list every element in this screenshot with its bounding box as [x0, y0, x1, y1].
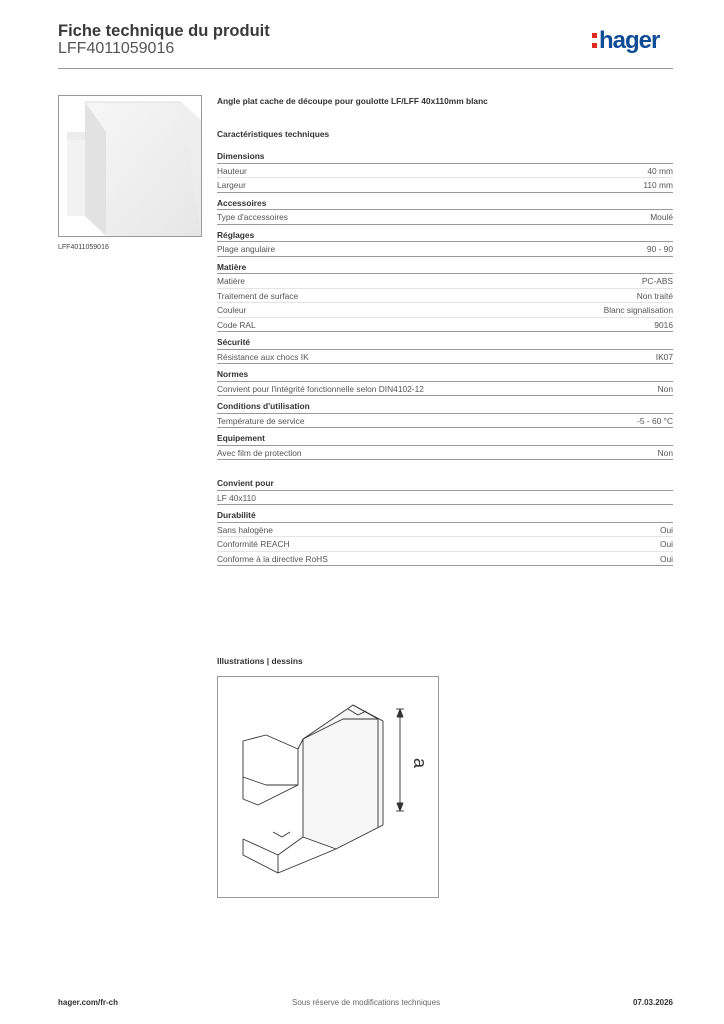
header-divider	[58, 68, 673, 69]
product-name: Angle plat cache de découpe pour goulotte LF/LFF 40x110mm blanc	[217, 96, 488, 106]
spec-label: Sans halogène	[217, 524, 273, 535]
spec-label: Traitement de surface	[217, 290, 299, 301]
spec-value: Non	[657, 383, 673, 394]
spec-section	[217, 431, 673, 460]
spec-row	[217, 318, 673, 333]
spec-value: -5 - 60 °C	[637, 415, 673, 426]
spec-label: Plage angulaire	[217, 244, 276, 254]
spec-label: Hauteur	[217, 165, 247, 176]
spec-label: Largeur	[217, 180, 246, 190]
spec-row	[217, 552, 673, 567]
spec-label: Code RAL	[217, 319, 256, 330]
spec-label: Conforme à la directive RoHS	[217, 553, 328, 564]
spec-row	[217, 164, 673, 179]
spec-row	[217, 274, 673, 289]
section-title: Matière	[217, 260, 673, 275]
illustrations-heading: Illustrations | dessins	[217, 656, 303, 666]
spec-value: Oui	[659, 539, 673, 549]
footer-disclaimer: Sous réserve de modifications techniques	[292, 998, 441, 1007]
spec-label: Matière	[217, 276, 245, 286]
spec-value: Non traité	[636, 290, 673, 301]
spec-value: 9016	[654, 319, 673, 330]
thumbnail-caption: LFF4011059016	[58, 244, 109, 251]
dimension-label: a	[410, 757, 430, 769]
section-title: Dimensions	[217, 149, 673, 164]
spec-section	[217, 476, 673, 505]
spec-label: Avec film de protection	[217, 447, 302, 458]
spec-section	[217, 228, 673, 257]
page-title: Fiche technique du produit	[58, 22, 270, 40]
spec-row	[217, 210, 673, 225]
spec-value: Moulé	[650, 212, 673, 222]
product-details	[217, 96, 673, 569]
spec-value: 90 - 90	[646, 244, 673, 254]
spec-row	[217, 537, 673, 552]
spec-value: 110 mm	[643, 180, 673, 190]
spec-section	[217, 508, 673, 566]
section-title: Réglages	[217, 228, 673, 243]
section-title: Equipement	[217, 431, 673, 446]
spec-value: Oui	[659, 553, 673, 564]
section-title: Accessoires	[217, 196, 673, 211]
spec-value: PC-ABS	[641, 276, 673, 286]
section-title: Conditions d'utilisation	[217, 399, 673, 414]
technical-drawing	[217, 676, 439, 898]
spec-section	[217, 149, 673, 193]
product-thumbnail[interactable]	[58, 95, 202, 237]
spec-row	[217, 414, 673, 429]
logo-text: hager	[599, 27, 660, 54]
logo-dots-icon	[592, 33, 597, 48]
spec-sections	[217, 149, 673, 566]
product-photo-icon	[59, 96, 201, 236]
spec-row	[217, 382, 673, 397]
spec-row	[217, 178, 673, 193]
spec-section	[217, 399, 673, 428]
spec-row	[217, 446, 673, 461]
hager-logo[interactable]	[592, 27, 659, 55]
spec-row	[217, 523, 673, 538]
spec-label: Convient pour l'intégrité fonctionnelle selon DIN4102-12	[217, 383, 424, 394]
spec-label: Couleur	[217, 305, 247, 315]
spec-value: 40 mm	[647, 165, 673, 176]
spec-value: Blanc signalisation	[603, 305, 673, 315]
footer-date: 07.03.2026	[632, 998, 673, 1007]
footer-website-link[interactable]: hager.com/fr-ch	[58, 998, 119, 1007]
spec-row	[217, 289, 673, 304]
spec-label: Type d'accessoires	[217, 212, 288, 222]
spec-section	[217, 260, 673, 333]
spec-row	[217, 350, 673, 365]
spec-label: LF 40x110	[217, 492, 256, 503]
flat-angle-drawing-icon	[218, 677, 438, 897]
section-title: Sécurité	[217, 335, 673, 350]
spec-section	[217, 335, 673, 364]
spec-label: Résistance aux chocs IK	[217, 351, 309, 362]
section-title: Durabilité	[217, 508, 673, 523]
spec-row	[217, 242, 673, 257]
spec-label: Conformité REACH	[217, 539, 290, 549]
spec-value: IK07	[655, 351, 673, 362]
characteristics-heading: Caractéristiques techniques	[217, 129, 330, 139]
spec-label: Température de service	[217, 415, 305, 426]
spec-row	[217, 303, 673, 318]
spec-value: Oui	[659, 524, 673, 535]
spec-section	[217, 196, 673, 225]
section-title: Convient pour	[217, 476, 673, 491]
product-reference: LFF4011059016	[58, 40, 175, 57]
spec-value: Non	[657, 447, 673, 458]
spec-section	[217, 367, 673, 396]
section-title: Normes	[217, 367, 673, 382]
spec-row	[217, 491, 673, 506]
